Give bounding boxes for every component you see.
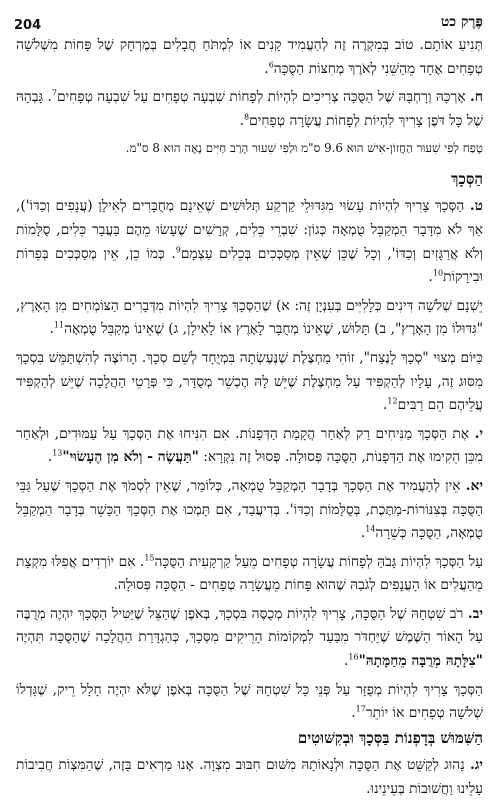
paragraph-text: . גָּבְהָהּ שֶׁל כָּל דֹּפֶן צָרִיךְ לִהְיוֹת לְפָחוֹת עֲשָׂרָה טְפָחִים — [16, 89, 483, 129]
punctuation: . — [383, 397, 388, 414]
quoted-phrase: "תַּעֲשֶׂה - וְלֹא מִן הֶעָשׂוּי" — [62, 449, 199, 466]
footnote-ref: 10 — [432, 268, 444, 278]
paragraph-text: רֹב שִׁטְחָהּ שֶׁל הַסֻּכָּה, צָרִיךְ לִהְיוֹת מְכֻסֶּה בִּסְכָךְ, בְּאֹפֶן שֶׁהַצֵּל שֶׁיַּטִּיל הַסְּכָךְ יִהְיֶה מְרֻבֶּה עַל הָאוֹר הַשֶּׁמֶשׁ שֶׁיַּחְדֹּר מִבַּעַד לִמְקוֹמוֹת הָרֵיקִים מִסְּכָךְ, כְּהַגְדָּרַת הַהֲלָכָה שֶׁהַסֻּכָּה תִּהְיֶה — [16, 605, 483, 646]
footnote-ref: 9 — [175, 244, 181, 254]
chapter-title: פֶּרֶק כט — [440, 14, 483, 30]
footnote-ref: 7 — [51, 88, 57, 98]
punctuation: . — [49, 321, 54, 338]
quoted-phrase: "צִלָּתָהּ מְרֻבָּה מֵחַמָּתָהּ" — [358, 653, 483, 670]
paragraph-9 — [16, 195, 483, 289]
footnote-ref: 13 — [52, 448, 63, 458]
footnote-ref: 6 — [268, 60, 274, 69]
punctuation: . — [360, 525, 366, 542]
paragraph-text: כַּיּוֹם מְצוּי "סְכָךְ לָנֶצַח", זוֹהִי מַחְצֶלֶת שֶׁנֶּעֶשְׂתָה בִּמְיֻחָד לְשֵׁם סְכָךְ. הָרוֹצֶה לְהִשְׁתַּמֵּשׁ בִּסְכָךְ מִסּוּג זֶה, עָלָיו לְהַקְפִּיד עַל מַחְצֶלֶת שֶׁיֵּשׁ לָהּ הֶכְשֵׁר מְסֻדָּר, כִּי פְּרָטֵי הַהֲלָכָה שֶׁיֵּשׁ לְהַקְפִּיד עֲלֵיהֶם הֵם רַבִּים — [16, 349, 483, 414]
footnote-ref: 14 — [365, 524, 376, 534]
paragraph-text: אָרְכָּהּ וְרָחְבָּהּ שֶׁל הַסֻּכָּה צְרִיכִים לִהְיוֹת לְפָחוֹת שִׁבְעָה טְפָחִים עַל שִׁבְעָה טְפָחִים — [56, 89, 466, 106]
page-body — [16, 34, 483, 726]
footnote-ref: 12 — [387, 396, 398, 406]
paragraph-13 — [16, 754, 483, 801]
section-marker: י. — [474, 425, 483, 442]
section-marker: ט. — [469, 198, 483, 215]
paragraph-10 — [16, 423, 483, 470]
footnote-ref: 11 — [53, 320, 65, 330]
paragraph-height — [16, 551, 483, 598]
section-marker: ח. — [470, 89, 483, 106]
paragraph-schach-lanetzach — [16, 347, 483, 418]
paragraph-text: אֶת הַסְּכָךְ מַנִּיחִים רַק לְאַחַר הֲקָמַת הַדְּפָנוֹת. אִם הִנִּיחוּ אֶת הַסְּכָךְ עַל עַמּוּדִים, וּלְאַחַר מִכֵּן הֵקִימוּ אֶת הַדְּפָנוֹת, הַסֻּכָּה פְּסוּלָה. פְּסוּל זֶה נִקְרָא: — [16, 425, 483, 466]
section-marker: יג. — [470, 757, 483, 773]
paragraph-text: נָהוּג לְקַשֵּׁט אֶת הַסֻּכָּה וּלְנָאוֹתָהּ מִשּׁוּם חִבּוּב מִצְוָה. אָנוּ מַרְאִים בָּזֶה, שֶׁהַמִּצְוֹת חֲבִיבוֹת עָלֵינוּ וַחֲשׁוּבוֹת בְּעֵינֵינוּ. — [16, 757, 483, 797]
paragraph-12 — [16, 603, 483, 674]
paragraph-11 — [16, 475, 483, 546]
section-heading-decorations: הַשִּׁמּוּשׁ בְּדָפְנוֹת בַּסְּכָךְ וּבְקִשּׁוּטִים — [297, 729, 483, 747]
paragraph-continuation: תְּנִיעַ אוֹתָם. טוֹב בְּמִקְרֶה זֶה לְהַעֲמִיד קָנִים אוֹ לִמְתֹּחַ חֲבָלִים בְּמֶרְחָק שֶׁל פָּחוֹת מִשְּׁלֹשָׁה טְפָחִים אֶחָד מֵהַשֵּׁנִי לְאֹרֶךְ מְחִצּוֹת הַסֻּכָּה$^6$. — [16, 37, 483, 77]
punctuation: . — [47, 449, 53, 466]
paragraph-text: הַסְּכָךְ צָרִיךְ לִהְיוֹת עָשׂוּי מִגִּדּוּלֵי קַרְקַע תְּלוּשִׁים שֶׁאֵינָם מְחֻבָּרִים לְאִילָן (עֲנָפִים וְכַדּוֹ'), אַךְ לֹא מִדָּבָר הַמְקַבֵּל טֻמְאָה כְּגוֹן: שִׁבְרֵי כֵּלִים, קְרָשִׁים שֶׁעָשׂוּ מֵהֶם בַּעֲבָר כֵּלִים, סֻלָּמוֹת וְלֹא אֲרַגָּזִים וְכַדּוֹ', וְכָל שֶׁכֵּן שֶׁאֵין מְסַכְּכִים בְּכֵלִים עַצְמָם — [16, 198, 483, 262]
paragraph-text: הַסְּכָךְ צָרִיךְ לִהְיוֹת מְפֻזָּר עַל פְּנֵי כָּל שִׁטְחָהּ שֶׁל הַסֻּכָּה בְּאֹפֶן שֶׁלֹּא יִהְיֶה חָלָל רֵיק, שֶׁגָּדְלוֹ שְׁלֹשָׁה טְפָחִים אוֹ יוֹתֵר — [16, 681, 483, 722]
paragraph-gap — [16, 679, 483, 726]
footnote-ref: 8 — [244, 112, 250, 122]
paragraph-text: אֵין לְהַעֲמִיד אֶת הַסְּכָךְ בְּדָבָר הַמְקַבֵּל טֻמְאָה, כְּלוֹמַר, שֶׁאֵין לִסְמֹךְ אֶת הַסְּכָךְ שֶׁעַל גַּבֵּי הַסֻּכָּה בְּצִנּוֹרוֹת-מַתֶּכֶת, בְּסֻלָּמוֹת וְכַדּוֹ'. בְּדִיעֲבַד, אִם תָּמְכוּ אֶת הַסְּכָךְ הַכָּשֵׁר בְּדָבָר הַמְקַבֵּל טֻמְאָה, הַסֻּכָּה כְּשֵׁרָה — [16, 477, 483, 542]
section-marker: יב. — [467, 605, 483, 622]
paragraph-text: . אִם יוֹרְדִים אֲפִלּוּ מִקְצָת מֵהַעֲלִים אוֹ הָעֲנָפִים לְגֹבַהּ שֶׁהוּא פָּחוֹת מֵעֲשָׂרָה טְפָחִים - הַסֻּכָּה פְּסוּלָה. — [16, 553, 483, 594]
paragraph-text: . כְּמוֹ כֵן, אֵין מְסַכְּכִים בְּפֵרוֹת וּבִירָקוֹת — [16, 245, 483, 286]
punctuation: . — [239, 112, 245, 129]
footnote-ref: 17 — [355, 704, 366, 714]
paragraph-text: עַל הַסְּכָךְ לִהְיוֹת גָּבֹהַּ לְפָחוֹת עֲשָׂרָה טְפָחִים מֵעַל קַרְקָעִית הַסֻּכָּה — [154, 553, 483, 570]
punctuation: . — [343, 653, 349, 670]
footnote-ref: 15 — [144, 553, 155, 563]
measurement-note: טֶפַח לְפִי שִׁעוּר הַחֲזוֹן-אִישׁ הוּא 9.6 ס"מ וּלְפִי שִׁעוּר הָרַב חַיִּים נָאֶה הוּא 8 ס"מ. — [125, 141, 483, 156]
punctuation: . — [351, 705, 356, 722]
paragraph-8 — [16, 86, 483, 133]
page-number: 204 — [14, 18, 42, 33]
section-heading-schach: הַסְּכָךְ — [451, 170, 483, 189]
paragraph-three-rules — [16, 295, 483, 342]
section-marker: יא. — [465, 477, 483, 494]
paragraph-text: תְּנִיעַ אוֹתָם. טוֹב בְּמִקְרֶה זֶה לְהַעֲמִיד קָנִים אוֹ לִמְתֹּחַ חֲבָלִים בְּמֶרְחָק שֶׁל פָּחוֹת מִשְּׁלֹשָׁה טְפָחִים אֶחָד מֵהַשֵּׁנִי לְאֹרֶךְ מְחִצּוֹת הַסֻּכָּה — [16, 37, 483, 77]
punctuation: . — [428, 269, 433, 286]
page-header — [14, 12, 483, 36]
page-bottom-section — [16, 727, 483, 801]
footnote-ref: 16 — [348, 652, 359, 662]
paragraph-text: יֵשְׁנָם שְׁלֹשָׁה דִּינִים כְּלָלִיִּים בְּעִנְיָן זֶה: א) שֶׁהַסְּכָךְ צָרִיךְ לִהְיוֹת מִדְּבָרִים הַצּוֹמְחִים מִן הָאָרֶץ, "גִּדּוּלוֹ מִן הָאָרֶץ", ב) תָּלוּשׁ, שֶׁאֵינוֹ מְחֻבָּר לָאָרֶץ אוֹ לָאִילָן, ג) שֶׁאֵינוֹ מְקַבֵּל טֻמְאָה — [16, 297, 483, 338]
